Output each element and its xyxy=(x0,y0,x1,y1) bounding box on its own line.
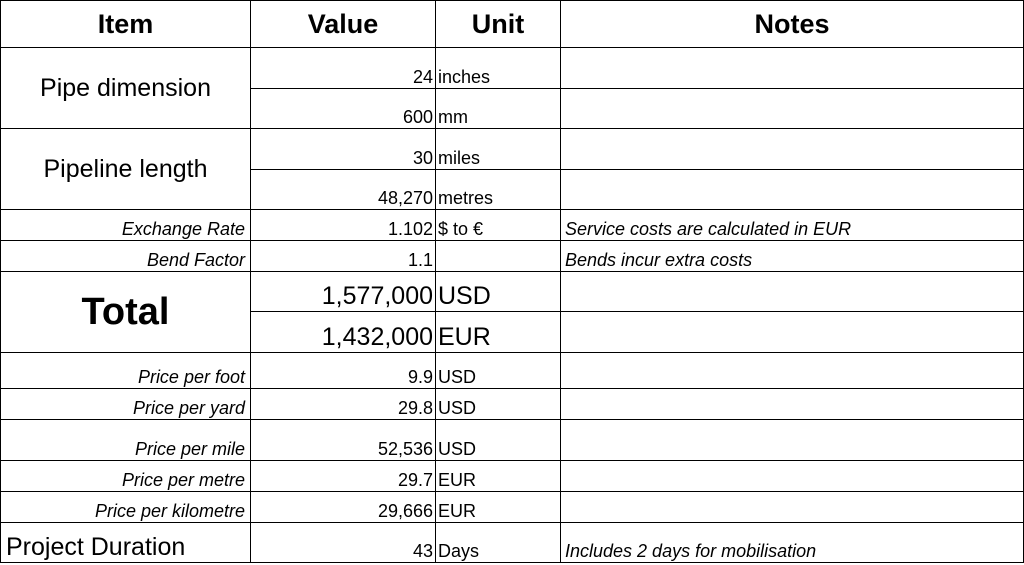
pipeline-length-note-metres xyxy=(561,170,1024,210)
pipe-dimension-unit-inches: inches xyxy=(436,48,561,89)
price-per-metre-note xyxy=(561,461,1024,492)
project-duration-label: Project Duration xyxy=(1,523,251,563)
total-unit-usd: USD xyxy=(436,272,561,312)
price-per-mile-note xyxy=(561,420,1024,461)
bend-factor-label: Bend Factor xyxy=(1,241,251,272)
price-per-kilometre-note xyxy=(561,492,1024,523)
pipeline-length-unit-metres: metres xyxy=(436,170,561,210)
pipe-dimension-value-mm: 600 xyxy=(251,89,436,129)
table-row xyxy=(1,492,1024,523)
price-per-metre-label: Price per metre xyxy=(1,461,251,492)
pipeline-length-note-miles xyxy=(561,129,1024,170)
exchange-rate-unit: $ to € xyxy=(436,210,561,241)
total-unit-eur: EUR xyxy=(436,312,561,353)
pipe-dimension-note-mm xyxy=(561,89,1024,129)
header-row xyxy=(1,1,1024,48)
project-duration-unit: Days xyxy=(436,523,561,563)
price-per-yard-unit: USD xyxy=(436,389,561,420)
table-row xyxy=(1,461,1024,492)
pipe-dimension-unit-mm: mm xyxy=(436,89,561,129)
total-note-usd xyxy=(561,272,1024,312)
pipeline-length-value-miles: 30 xyxy=(251,129,436,170)
exchange-rate-note: Service costs are calculated in EUR xyxy=(561,210,1024,241)
table-row xyxy=(1,389,1024,420)
exchange-rate-label: Exchange Rate xyxy=(1,210,251,241)
price-per-foot-label: Price per foot xyxy=(1,353,251,389)
price-per-kilometre-value: 29,666 xyxy=(251,492,436,523)
header-notes: Notes xyxy=(561,1,1024,48)
price-per-mile-label: Price per mile xyxy=(1,420,251,461)
header-unit: Unit xyxy=(436,1,561,48)
price-per-mile-value: 52,536 xyxy=(251,420,436,461)
price-per-metre-value: 29.7 xyxy=(251,461,436,492)
pipe-dimension-note-inches xyxy=(561,48,1024,89)
table-row xyxy=(1,272,1024,312)
total-note-eur xyxy=(561,312,1024,353)
pipeline-length-value-metres: 48,270 xyxy=(251,170,436,210)
header-value: Value xyxy=(251,1,436,48)
table-row xyxy=(1,420,1024,461)
pipeline-length-unit-miles: miles xyxy=(436,129,561,170)
exchange-rate-value: 1.102 xyxy=(251,210,436,241)
pipe-dimension-value-inches: 24 xyxy=(251,48,436,89)
project-duration-note: Includes 2 days for mobilisation xyxy=(561,523,1024,563)
table-row xyxy=(1,48,1024,89)
pipeline-length-label: Pipeline length xyxy=(1,129,251,210)
table-row xyxy=(1,353,1024,389)
bend-factor-value: 1.1 xyxy=(251,241,436,272)
total-value-usd: 1,577,000 xyxy=(251,272,436,312)
table-row xyxy=(1,241,1024,272)
price-per-kilometre-label: Price per kilometre xyxy=(1,492,251,523)
price-per-foot-value: 9.9 xyxy=(251,353,436,389)
table-row xyxy=(1,129,1024,170)
price-per-yard-note xyxy=(561,389,1024,420)
price-per-yard-label: Price per yard xyxy=(1,389,251,420)
price-per-foot-unit: USD xyxy=(436,353,561,389)
project-duration-value: 43 xyxy=(251,523,436,563)
total-value-eur: 1,432,000 xyxy=(251,312,436,353)
bend-factor-unit xyxy=(436,241,561,272)
table-row xyxy=(1,523,1024,563)
bend-factor-note: Bends incur extra costs xyxy=(561,241,1024,272)
table-row xyxy=(1,210,1024,241)
header-item: Item xyxy=(1,1,251,48)
price-per-yard-value: 29.8 xyxy=(251,389,436,420)
price-per-kilometre-unit: EUR xyxy=(436,492,561,523)
total-label: Total xyxy=(1,272,251,353)
price-per-foot-note xyxy=(561,353,1024,389)
price-per-mile-unit: USD xyxy=(436,420,561,461)
pipe-dimension-label: Pipe dimension xyxy=(1,48,251,129)
price-per-metre-unit: EUR xyxy=(436,461,561,492)
